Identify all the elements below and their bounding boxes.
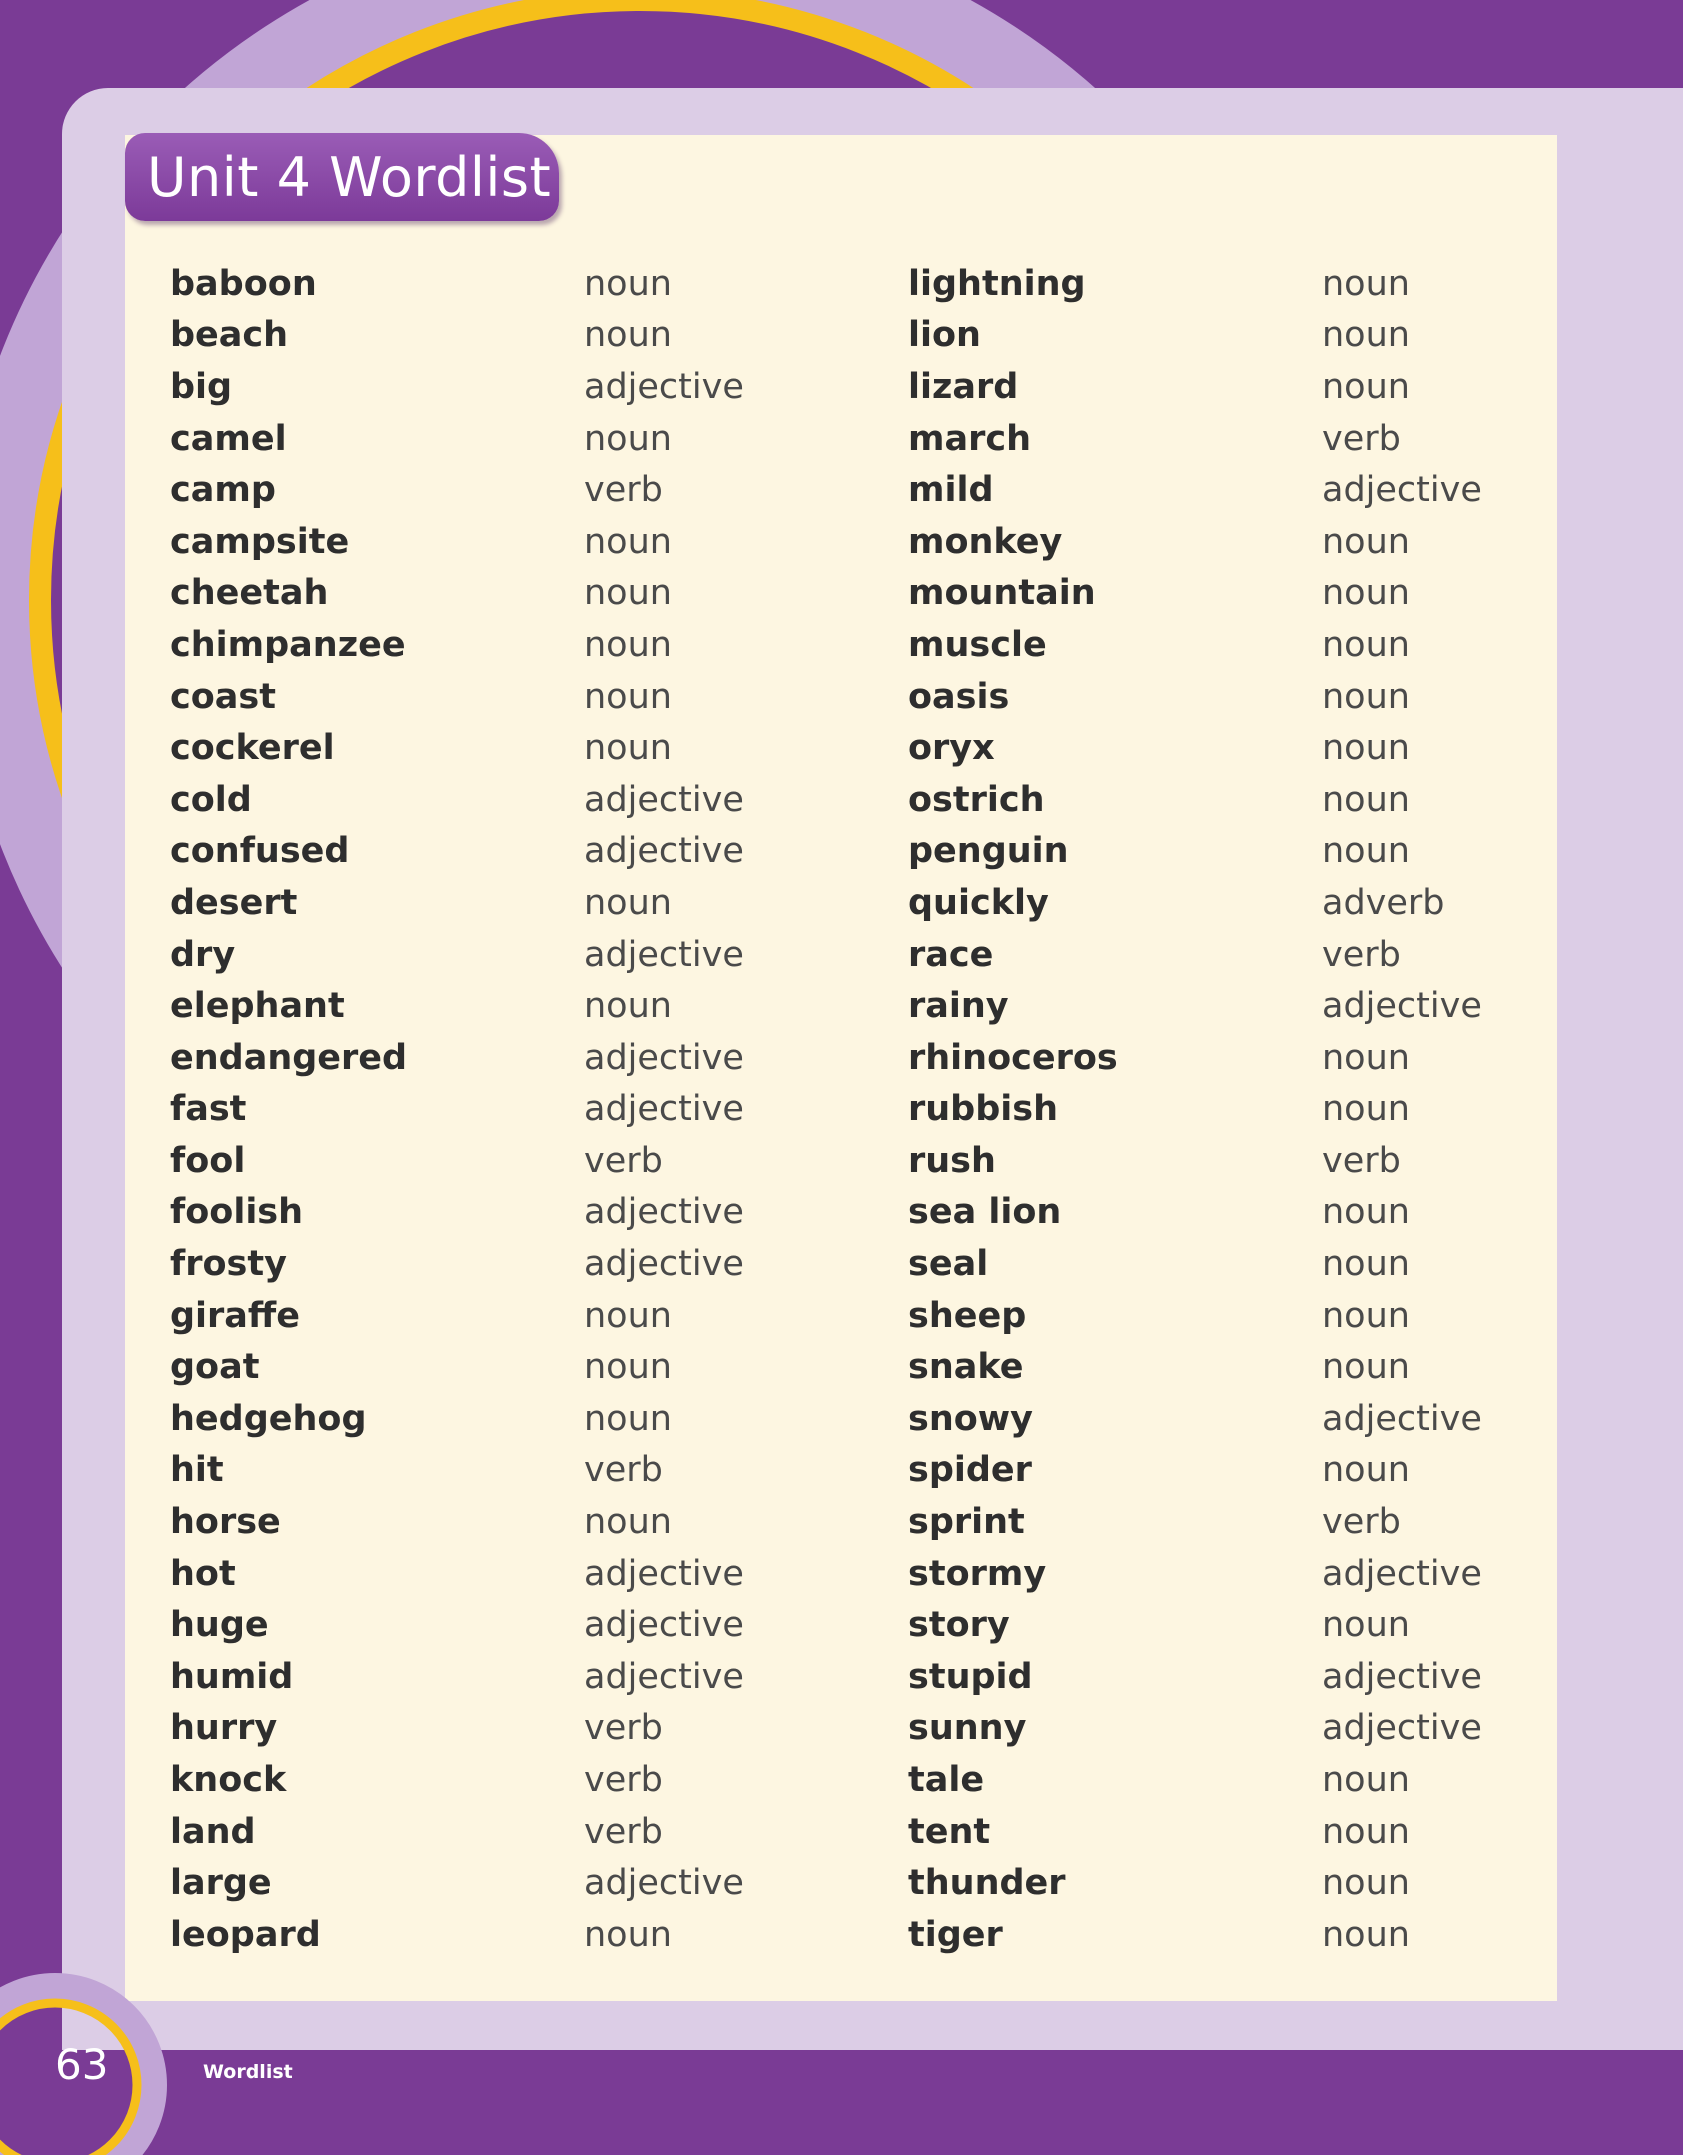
part-of-speech: noun [584,676,672,717]
vocabulary-word: hedgehog [170,1398,367,1439]
list-item [908,619,1482,671]
wordlist-left-column [170,258,744,1961]
list-item [170,1857,744,1909]
title-tab [125,133,559,221]
part-of-speech: verb [584,470,663,511]
part-of-speech: adjective [584,1089,744,1130]
vocabulary-word: fool [170,1140,246,1181]
vocabulary-word: snowy [908,1398,1033,1439]
part-of-speech: verb [584,1140,663,1181]
part-of-speech: noun [1322,573,1410,614]
vocabulary-word: stupid [908,1656,1033,1697]
part-of-speech: adjective [584,1553,744,1594]
list-item [908,1084,1482,1136]
list-item [170,413,744,465]
part-of-speech: noun [1322,1295,1410,1336]
part-of-speech: adjective [584,1244,744,1285]
vocabulary-word: tale [908,1760,985,1801]
part-of-speech: noun [1322,728,1410,769]
list-item [170,361,744,413]
list-item [170,1445,744,1497]
part-of-speech: verb [584,1811,663,1852]
vocabulary-word: race [908,934,994,975]
list-item [908,1909,1482,1961]
list-item [170,1032,744,1084]
list-item [170,310,744,362]
vocabulary-word: baboon [170,263,317,304]
vocabulary-word: oryx [908,728,995,769]
part-of-speech: noun [1322,1192,1410,1233]
part-of-speech: noun [1322,779,1410,820]
list-item [170,980,744,1032]
vocabulary-word: coast [170,676,276,717]
list-item [170,1393,744,1445]
vocabulary-word: muscle [908,624,1047,665]
vocabulary-word: seal [908,1244,989,1285]
list-item [170,516,744,568]
part-of-speech: adjective [584,831,744,872]
part-of-speech: noun [584,315,672,356]
vocabulary-word: oasis [908,676,1010,717]
vocabulary-word: beach [170,315,289,356]
vocabulary-word: mild [908,470,994,511]
part-of-speech: noun [1322,1863,1410,1904]
list-item [908,1599,1482,1651]
list-item [908,1187,1482,1239]
vocabulary-word: ostrich [908,779,1045,820]
list-item [908,1393,1482,1445]
vocabulary-word: snake [908,1347,1024,1388]
list-item [908,671,1482,723]
vocabulary-word: leopard [170,1914,321,1955]
part-of-speech: noun [584,1914,672,1955]
list-item [170,568,744,620]
vocabulary-word: tent [908,1811,991,1852]
list-item [908,568,1482,620]
part-of-speech: noun [584,986,672,1027]
list-item [170,1084,744,1136]
list-item [170,1341,744,1393]
part-of-speech: noun [1322,1347,1410,1388]
part-of-speech: noun [584,728,672,769]
vocabulary-word: endangered [170,1037,408,1078]
list-item [908,310,1482,362]
list-item [908,1445,1482,1497]
vocabulary-word: land [170,1811,256,1852]
part-of-speech: noun [1322,1089,1410,1130]
vocabulary-word: thunder [908,1863,1066,1904]
list-item [908,1548,1482,1600]
vocabulary-word: big [170,366,233,407]
list-item [908,877,1482,929]
part-of-speech: adjective [1322,1708,1482,1749]
vocabulary-word: cockerel [170,728,335,769]
vocabulary-word: monkey [908,521,1063,562]
part-of-speech: adjective [584,1192,744,1233]
list-item [170,826,744,878]
list-item [908,1857,1482,1909]
list-item [170,1238,744,1290]
vocabulary-word: foolish [170,1192,304,1233]
vocabulary-word: campsite [170,521,350,562]
vocabulary-word: quickly [908,882,1049,923]
list-item [908,1496,1482,1548]
vocabulary-word: sprint [908,1502,1025,1543]
part-of-speech: noun [584,882,672,923]
part-of-speech: noun [584,418,672,459]
list-item [908,1806,1482,1858]
list-item [170,1806,744,1858]
list-item [908,361,1482,413]
vocabulary-word: penguin [908,831,1069,872]
list-item [170,1651,744,1703]
list-item [908,413,1482,465]
part-of-speech: noun [584,263,672,304]
vocabulary-word: rhinoceros [908,1037,1118,1078]
list-item [908,980,1482,1032]
list-item [170,464,744,516]
list-item [908,1341,1482,1393]
part-of-speech: noun [584,1502,672,1543]
part-of-speech: noun [1322,366,1410,407]
vocabulary-word: frosty [170,1244,287,1285]
part-of-speech: noun [584,521,672,562]
vocabulary-word: giraffe [170,1295,301,1336]
part-of-speech: adjective [1322,470,1482,511]
list-item [170,1496,744,1548]
list-item [908,722,1482,774]
part-of-speech: noun [1322,263,1410,304]
vocabulary-word: huge [170,1605,269,1646]
vocabulary-word: dry [170,934,236,975]
list-item [170,1599,744,1651]
part-of-speech: noun [584,1398,672,1439]
vocabulary-word: chimpanzee [170,624,406,665]
part-of-speech: adjective [1322,1656,1482,1697]
list-item [908,826,1482,878]
list-item [170,774,744,826]
vocabulary-word: mountain [908,573,1096,614]
part-of-speech: noun [1322,1914,1410,1955]
list-item [908,1754,1482,1806]
part-of-speech: noun [584,624,672,665]
vocabulary-word: cheetah [170,573,329,614]
vocabulary-word: lion [908,315,981,356]
part-of-speech: adjective [1322,1553,1482,1594]
part-of-speech: adjective [584,366,744,407]
list-item [170,1290,744,1342]
part-of-speech: noun [1322,521,1410,562]
list-item [170,1548,744,1600]
part-of-speech: noun [1322,1760,1410,1801]
part-of-speech: noun [1322,1811,1410,1852]
list-item [170,929,744,981]
part-of-speech: verb [1322,934,1401,975]
vocabulary-word: spider [908,1450,1032,1491]
list-item [908,258,1482,310]
vocabulary-word: rainy [908,986,1009,1027]
vocabulary-word: goat [170,1347,260,1388]
part-of-speech: adjective [584,1656,744,1697]
vocabulary-word: rubbish [908,1089,1059,1130]
page-number: 63 [55,2040,109,2089]
list-item [908,516,1482,568]
vocabulary-word: fast [170,1089,247,1130]
vocabulary-word: hot [170,1553,236,1594]
vocabulary-word: stormy [908,1553,1047,1594]
list-item [170,722,744,774]
vocabulary-word: rush [908,1140,996,1181]
list-item [908,464,1482,516]
list-item [170,1135,744,1187]
vocabulary-word: hit [170,1450,224,1491]
vocabulary-word: knock [170,1760,287,1801]
vocabulary-word: tiger [908,1914,1003,1955]
vocabulary-word: confused [170,831,350,872]
vocabulary-word: large [170,1863,272,1904]
part-of-speech: noun [1322,315,1410,356]
vocabulary-word: story [908,1605,1010,1646]
part-of-speech: noun [1322,676,1410,717]
list-item [170,1703,744,1755]
list-item [908,1703,1482,1755]
vocabulary-word: camel [170,418,287,459]
part-of-speech: verb [1322,1140,1401,1181]
vocabulary-word: cold [170,779,252,820]
vocabulary-word: humid [170,1656,294,1697]
list-item [170,1754,744,1806]
part-of-speech: noun [584,573,672,614]
list-item [170,258,744,310]
part-of-speech: adjective [584,934,744,975]
vocabulary-word: sunny [908,1708,1027,1749]
list-item [908,1651,1482,1703]
list-item [170,619,744,671]
part-of-speech: noun [1322,624,1410,665]
part-of-speech: adverb [1322,882,1445,923]
part-of-speech: adjective [584,1605,744,1646]
vocabulary-word: lizard [908,366,1019,407]
vocabulary-word: elephant [170,986,345,1027]
part-of-speech: noun [1322,1244,1410,1285]
vocabulary-word: horse [170,1502,281,1543]
list-item [908,929,1482,981]
part-of-speech: verb [584,1708,663,1749]
vocabulary-word: march [908,418,1032,459]
list-item [170,671,744,723]
list-item [908,1135,1482,1187]
part-of-speech: adjective [1322,986,1482,1027]
part-of-speech: noun [1322,1037,1410,1078]
vocabulary-word: sheep [908,1295,1027,1336]
part-of-speech: adjective [584,1863,744,1904]
page-title: Unit 4 Wordlist [147,145,552,209]
vocabulary-word: hurry [170,1708,278,1749]
footer-label: Wordlist [203,2061,293,2083]
part-of-speech: adjective [584,1037,744,1078]
list-item [908,1238,1482,1290]
part-of-speech: noun [1322,1450,1410,1491]
vocabulary-word: desert [170,882,298,923]
vocabulary-word: camp [170,470,276,511]
part-of-speech: verb [584,1760,663,1801]
part-of-speech: verb [1322,418,1401,459]
vocabulary-word: sea lion [908,1192,1062,1233]
part-of-speech: noun [584,1295,672,1336]
vocabulary-word: lightning [908,263,1086,304]
list-item [908,1032,1482,1084]
list-item [170,1187,744,1239]
part-of-speech: noun [1322,1605,1410,1646]
wordlist-right-column [908,258,1482,1961]
list-item [908,1290,1482,1342]
part-of-speech: adjective [584,779,744,820]
part-of-speech: noun [584,1347,672,1388]
list-item [170,877,744,929]
part-of-speech: adjective [1322,1398,1482,1439]
list-item [908,774,1482,826]
list-item [170,1909,744,1961]
part-of-speech: noun [1322,831,1410,872]
part-of-speech: verb [1322,1502,1401,1543]
part-of-speech: verb [584,1450,663,1491]
